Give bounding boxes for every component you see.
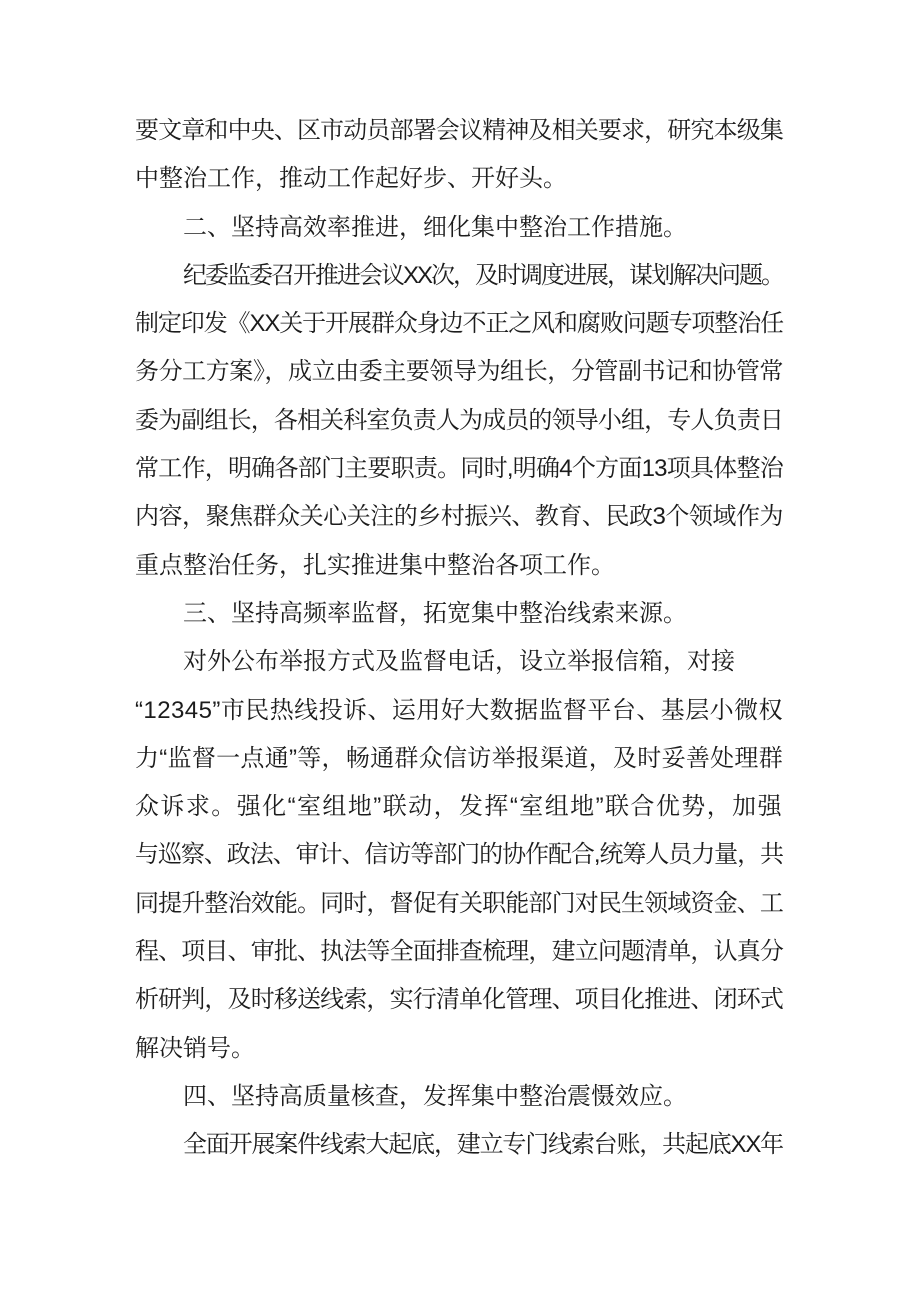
text-line: 制定印发《XX关于开展群众身边不正之风和腐败问题专项整治任: [135, 310, 783, 338]
document-text-block: [135, 107, 783, 1170]
text-line: 程、项目、审批、执法等全面排查梳理，建立问题清单，认真分: [135, 938, 783, 966]
body-paragraph: [135, 638, 783, 1073]
text-line: 力“监督一点通”等，畅通群众信访举报渠道，及时妥善处理群: [135, 744, 783, 772]
text-line: “12345”市民热线投诉、运用好大数据监督平台、基层小微权: [135, 696, 783, 724]
text-line: 众诉求。强化“室组地”联动，发挥“室组地”联合优势，加强: [135, 793, 783, 821]
text-line: 要文章和中央、区市动员部署会议精神及相关要求，研究本级集: [135, 117, 783, 144]
body-paragraph: [135, 1121, 783, 1169]
text-line: 二、坚持高效率推进，细化集中整治工作措施。: [183, 213, 687, 241]
text-line: 同提升整治效能。同时，督促有关职能部门对民生领域资金、工: [135, 889, 783, 917]
text-line: 内容，聚焦群众关心关注的乡村振兴、教育、民政3个领域作为: [135, 503, 783, 531]
text-line: 全面开展案件线索大起底，建立专门线索台账，共起底XX年: [183, 1131, 783, 1159]
body-paragraph: [135, 107, 783, 204]
text-line: 重点整治任务，扎实推进集中整治各项工作。: [135, 551, 615, 579]
section-heading: [135, 204, 783, 252]
text-line: 纪委监委召开推进会议XX次，及时调度进展，谋划解决问题。: [183, 261, 783, 289]
section-heading: [135, 590, 783, 638]
text-line: 与巡察、政法、审计、信访等部门的协作配合,统筹人员力量，共: [135, 841, 783, 869]
text-line: 析研判，及时移送线索，实行清单化管理、项目化推进、闭环式: [135, 986, 783, 1014]
text-line: 常工作，明确各部门主要职责。同时,明确4个方面13项具体整治: [135, 455, 783, 483]
text-line: 四、坚持高质量核查，发挥集中整治震慑效应。: [183, 1082, 687, 1110]
text-line: 中整治工作，推动工作起好步、开好头。: [135, 165, 567, 193]
text-line: 三、坚持高频率监督，拓宽集中整治线索来源。: [183, 599, 687, 627]
text-line: 务分工方案》，成立由委主要领导为组长，分管副书记和协管常: [135, 358, 783, 386]
body-paragraph: [135, 252, 783, 590]
text-line: 对外公布举报方式及监督电话，设立举报信箱，对接: [183, 648, 735, 676]
text-line: 解决销号。: [135, 1034, 255, 1062]
section-heading: [135, 1073, 783, 1121]
text-line: 委为副组长，各相关科室负责人为成员的领导小组，专人负责日: [135, 406, 783, 434]
